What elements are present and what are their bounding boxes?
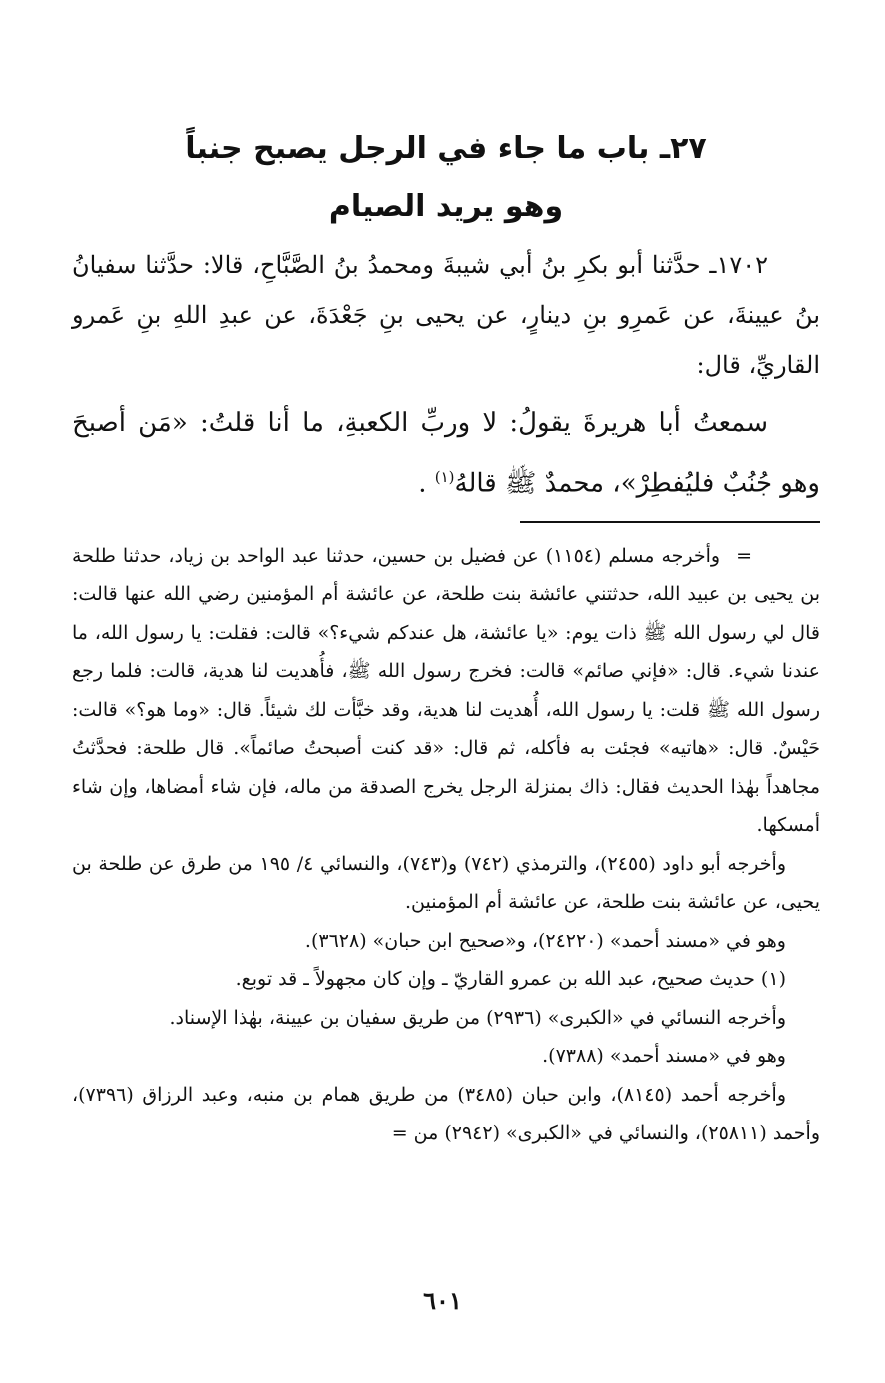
footnote-paragraph: وهو في «مسند أحمد» (٧٣٨٨). — [542, 1045, 786, 1068]
hadith-matn-text: سمعتُ أبا هريرةَ يقولُ: لا وربِّ الكعبةِ، ما أنا قلتُ: «مَن أصبحَ وهو جُنُبٌ فليُفطِرْ»، محمدٌ ﷺ قالهُ — [72, 408, 820, 499]
footnote-paragraph: وأخرجه أحمد (٨١٤٥)، وابن حبان (٣٤٨٥) من طريق همام بن منبه، وعبد الرزاق (٧٣٩٦)، وأحمد (٢٥٨١١)، والنسائي في «الكبرى» (٢٩٤٢) من = — [72, 1083, 820, 1145]
footnote-paragraph: وهو في «مسند أحمد» (٢٤٢٢٠)، و«صحيح ابن حبان» (٣٦٢٨). — [304, 929, 786, 952]
chapter-title — [72, 120, 820, 236]
hadith-matn-end: . — [418, 468, 435, 499]
footnote-divider — [520, 521, 820, 523]
continuation-mark: = — [736, 544, 753, 567]
hadith-isnad: ١٧٠٢ـ حدَّثنا أبو بكرِ بنُ أبي شيبةَ ومحمدُ بنُ الصَّبَّاحِ، قالا: حدَّثنا سفيانُ بنُ عيينةَ، عن عَمرِو بنِ دينارٍ، عن يحيى بنِ جَعْدَةَ، عن عبدِ اللهِ بنِ عَمرو القاريِّ، قال: — [72, 251, 820, 379]
hadith-matn — [72, 396, 820, 511]
footnote-paragraph: وأخرجه أبو داود (٢٤٥٥)، والترمذي (٧٤٢) و(٧٤٣)، والنسائي ٤/ ١٩٥ من طرق عن طلحة بن يحيى، عن عائشة بنت طلحة، عن عائشة أم المؤمنين. — [72, 852, 820, 914]
footnote-paragraph: وأخرجه النسائي في «الكبرى» (٢٩٣٦) من طريق سفيان بن عيينة، بهٰذا الإسناد. — [169, 1006, 786, 1029]
page-number: ٦٠١ — [423, 1286, 462, 1315]
chapter-title-line-2: وهو يريد الصيام — [328, 189, 564, 224]
page-body — [72, 120, 820, 1153]
footnote-paragraph: (١) حديث صحيح، عبد الله بن عمرو القاريّ ـ وإن كان مجهولاً ـ قد توبع. — [235, 968, 786, 991]
chapter-title-line-1: ٢٧ـ باب ما جاء في الرجل يصبح جنباً — [185, 131, 707, 166]
footnote-text: وأخرجه مسلم (١١٥٤) عن فضيل بن حسين، حدثنا عبد الواحد بن زياد، حدثنا طلحة بن يحيى بن عبيد الله، حدثتني عائشة بنت طلحة، عن عائشة أم المؤمنين رضي الله عنها قالت: قال لي رسول الله ﷺ ذات يوم: «يا عائشة، هل عندكم شيء؟» قالت: فقلت: يا رسول الله، ما عندنا شيء. قال: «فإني صائم» قالت: فخرج رسول الله ﷺ، فأُهديت لنا هدية، قالت: فلما رجع رسول الله ﷺ قلت: يا رسول الله، أُهديت لنا هدية، وقد خبَّأت لك شيئاً. قال: «وما هو؟» قالت: حَيْسٌ. قال: «هاتيه» فجئت به فأكله، ثم قال: «قد كنت أصبحتُ صائماً». قال طلحة: فحدَّثتُ مجاهداً بهٰذا الحديث فقال: ذاك بمنزلة الرجل يخرج الصدقة من ماله، فإن شاء أمضاها، وإن شاء أمسكها. — [72, 544, 820, 837]
footnote-paragraph — [72, 537, 820, 845]
footnote-reference: (١) — [434, 468, 455, 486]
footnotes-section — [72, 537, 820, 1153]
